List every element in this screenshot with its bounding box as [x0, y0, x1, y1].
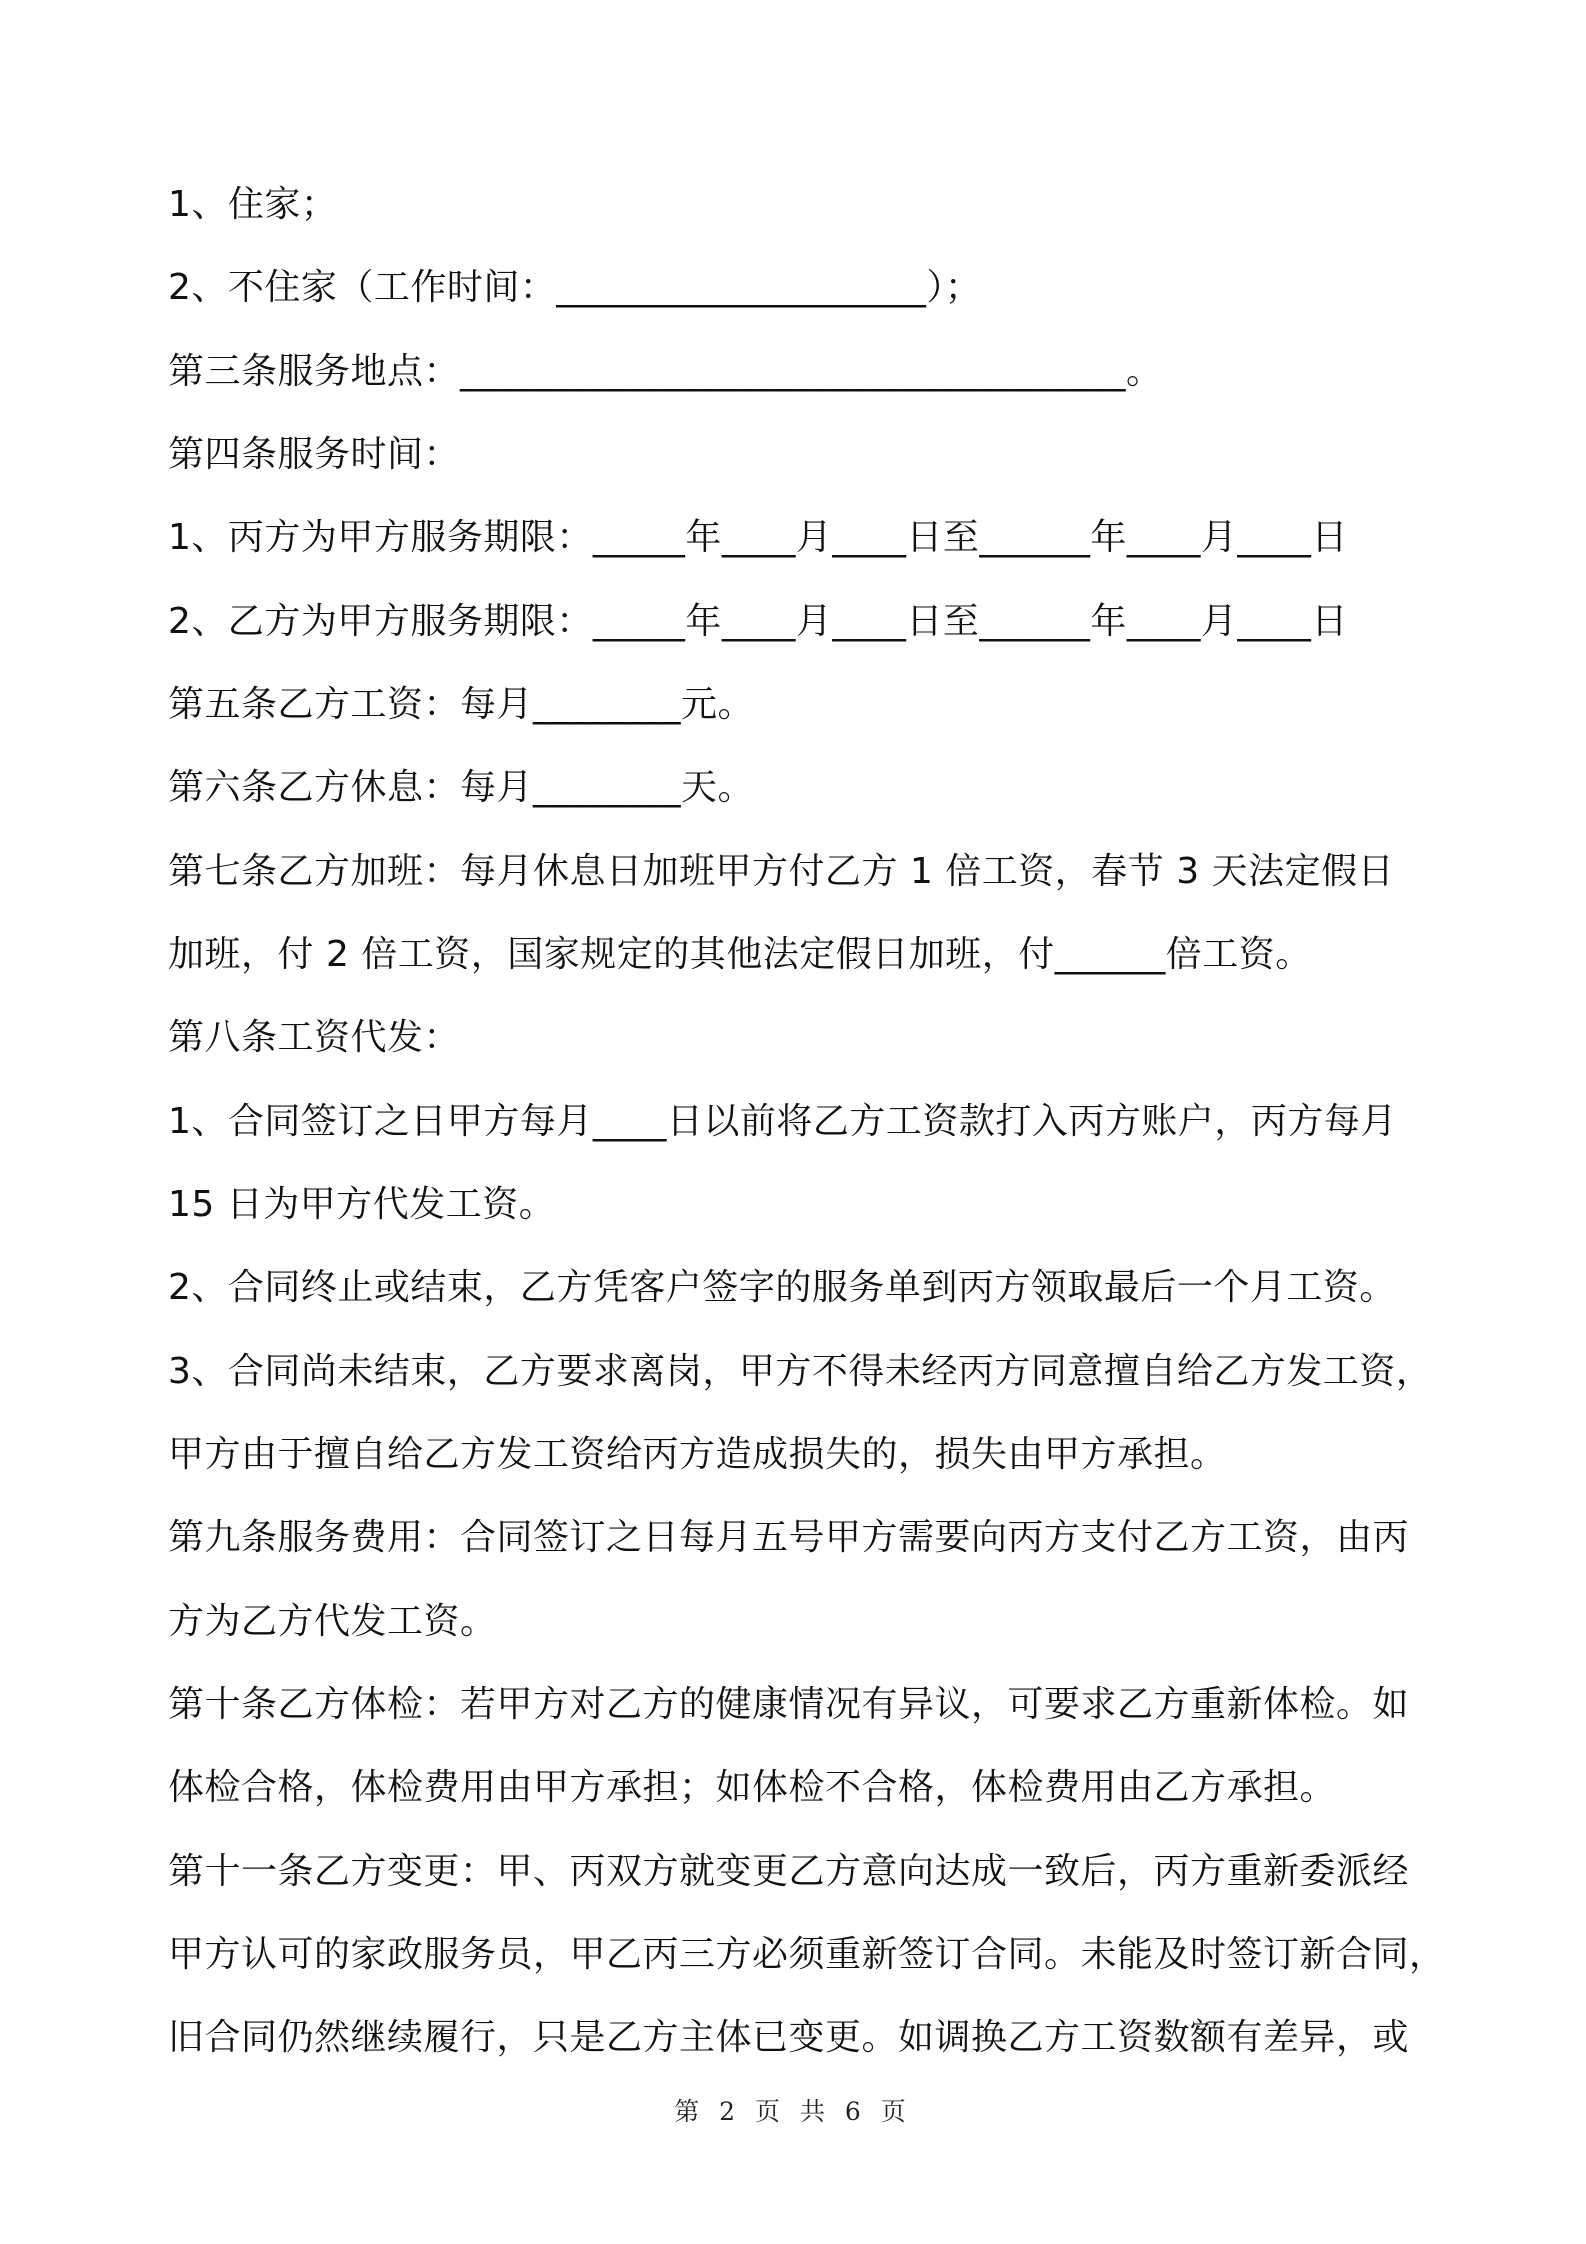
text-line: 第六条乙方休息：每月________天。 [168, 767, 755, 808]
text-line: 方为乙方代发工资。 [168, 1601, 497, 1642]
text-line: 第五条乙方工资：每月________元。 [168, 684, 755, 725]
text-line: 第三条服务地点：____________________________________。 [168, 351, 1163, 392]
text-line: 体检合格，体检费用由甲方承担；如体检不合格，体检费用由乙方承担。 [168, 1767, 1337, 1808]
text-line: 第七条乙方加班：每月休息日加班甲方付乙方 1 倍工资，春节 3 天法定假日 [168, 851, 1395, 892]
text-line: 3、合同尚未结束，乙方要求离岗，甲方不得未经丙方同意擅自给乙方发工资， [168, 1351, 1433, 1392]
text-line: 第八条工资代发： [168, 1017, 461, 1058]
text-line: 2、合同终止或结束，乙方凭客户签字的服务单到丙方领取最后一个月工资。 [168, 1267, 1396, 1308]
text-line: 2、乙方为甲方服务期限：_____年____月____日至______年____月____日 [168, 601, 1348, 642]
text-line: 15 日为甲方代发工资。 [168, 1184, 556, 1225]
text-line: 第九条服务费用：合同签订之日每月五号甲方需要向丙方支付乙方工资，由丙 [168, 1517, 1410, 1558]
text-line: 甲方认可的家政服务员，甲乙丙三方必须重新签订合同。未能及时签订新合同， [168, 1934, 1446, 1975]
text-line: 加班，付 2 倍工资，国家规定的其他法定假日加班，付______倍工资。 [168, 934, 1312, 975]
page-number-footer: 第 2 页 共 6 页 [674, 2097, 912, 2126]
text-line: 第十一条乙方变更：甲、丙双方就变更乙方意向达成一致后，丙方重新委派经 [168, 1851, 1410, 1892]
text-line: 旧合同仍然继续履行，只是乙方主体已变更。如调换乙方工资数额有差异，或 [168, 2017, 1410, 2058]
text-line: 1、合同签订之日甲方每月____日以前将乙方工资款打入丙方账户，丙方每月 [168, 1101, 1397, 1142]
text-line: 2、不住家（工作时间：____________________）； [168, 267, 982, 308]
text-line: 第四条服务时间： [168, 434, 461, 475]
text-line: 1、住家； [168, 184, 338, 225]
text-line: 1、丙方为甲方服务期限：_____年____月____日至______年____月____日 [168, 517, 1348, 558]
text-line: 第十条乙方体检：若甲方对乙方的健康情况有异议，可要求乙方重新体检。如 [168, 1684, 1410, 1725]
text-line: 甲方由于擅自给乙方发工资给丙方造成损失的，损失由甲方承担。 [168, 1434, 1227, 1475]
